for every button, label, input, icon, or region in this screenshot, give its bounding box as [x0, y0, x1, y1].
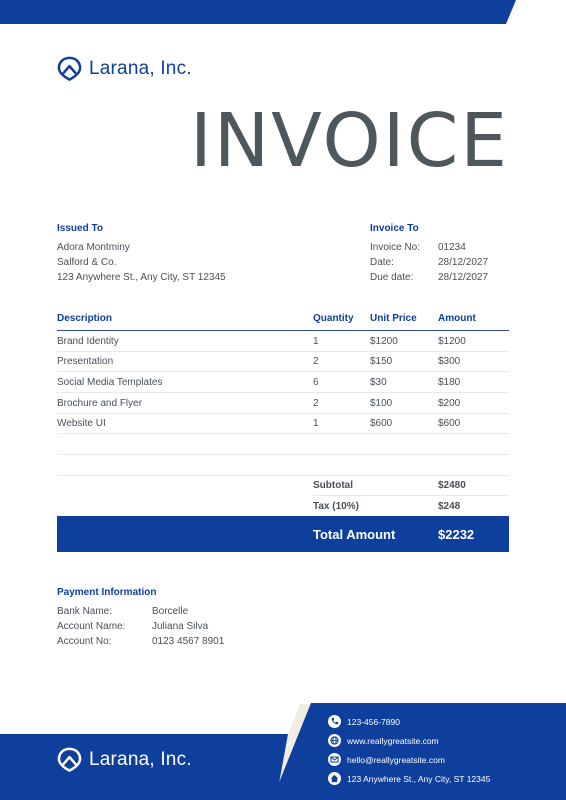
row-unit-price: $30 [370, 377, 387, 388]
top-decorative-band [0, 0, 566, 24]
phone-icon [328, 715, 341, 728]
row-description: Brand Identity [57, 336, 119, 347]
row-divider [57, 392, 509, 393]
bank-name-value: Borcelle [152, 606, 189, 617]
due-date-label: Due date: [370, 272, 414, 283]
brand-header [57, 56, 192, 81]
account-name-value: Juliana Silva [152, 621, 209, 632]
brand-name: Larana, Inc. [89, 748, 192, 770]
contact-email[interactable] [328, 753, 445, 766]
row-quantity: 2 [313, 398, 319, 409]
row-unit-price: $600 [370, 418, 393, 429]
row-unit-price: $150 [370, 356, 393, 367]
invoice-number-label: Invoice No: [370, 242, 421, 253]
row-description: Brochure and Flyer [57, 398, 143, 409]
document-title: INVOICE [190, 98, 509, 184]
row-amount: $600 [438, 418, 461, 429]
subtotal-value: $2480 [438, 480, 466, 491]
total-amount-label: Total Amount [313, 527, 396, 542]
globe-icon [328, 734, 341, 747]
tax-label: Tax (10%) [313, 501, 359, 512]
row-unit-price: $100 [370, 398, 393, 409]
invoice-date-value: 28/12/2027 [438, 257, 489, 268]
tax-value: $248 [438, 501, 461, 512]
row-quantity: 2 [313, 356, 319, 367]
row-unit-price: $1200 [370, 336, 398, 347]
total-amount-bar [57, 516, 509, 552]
client-address: 123 Anywhere St., Any City, ST 12345 [57, 272, 226, 283]
contact-website-link[interactable]: www.reallygreatsite.com [347, 735, 439, 746]
table-header-description: Description [57, 313, 113, 324]
row-amount: $1200 [438, 336, 466, 347]
table-header-unit-price: Unit Price [370, 313, 417, 324]
table-header-divider [57, 330, 509, 331]
house-pin-logo-icon [57, 56, 82, 81]
row-description: Social Media Templates [57, 377, 163, 388]
payment-info-heading: Payment Information [57, 587, 157, 598]
row-description: Website UI [57, 418, 106, 429]
table-header-quantity: Quantity [313, 313, 354, 324]
row-quantity: 1 [313, 336, 319, 347]
account-number-label: Account No: [57, 636, 112, 647]
account-number-value: 0123 4567 8901 [152, 636, 225, 647]
client-company: Salford & Co. [57, 257, 117, 268]
bank-name-label: Bank Name: [57, 606, 113, 617]
contact-website[interactable] [328, 734, 439, 747]
row-amount: $200 [438, 398, 461, 409]
row-divider [57, 371, 509, 372]
account-name-label: Account Name: [57, 621, 126, 632]
subtotal-label: Subtotal [313, 480, 353, 491]
row-divider [57, 475, 509, 476]
contact-address [328, 772, 490, 785]
contact-phone [328, 715, 400, 728]
brand-name: Larana, Inc. [89, 57, 192, 79]
invoice-number-value: 01234 [438, 242, 466, 253]
contact-phone-text: 123-456-7890 [347, 716, 400, 727]
mail-icon [328, 753, 341, 766]
row-quantity: 6 [313, 377, 319, 388]
invoice-to-heading: Invoice To [370, 223, 419, 234]
row-divider [57, 413, 509, 414]
home-icon [328, 772, 341, 785]
row-amount: $300 [438, 356, 461, 367]
brand-footer [57, 747, 192, 772]
issued-to-heading: Issued To [57, 223, 103, 234]
house-pin-logo-icon [57, 747, 82, 772]
invoice-date-label: Date: [370, 257, 394, 268]
contact-address-text: 123 Anywhere St., Any City, ST 12345 [347, 773, 491, 784]
row-divider [57, 433, 509, 434]
client-name: Adora Montminy [57, 242, 130, 253]
total-amount-value: $2232 [438, 527, 475, 542]
row-divider [57, 454, 509, 455]
table-header-amount: Amount [438, 313, 476, 324]
row-divider [57, 351, 509, 352]
contact-email-link[interactable]: hello@reallygreatsite.com [347, 754, 445, 765]
due-date-value: 28/12/2027 [438, 272, 489, 283]
summary-divider [313, 495, 509, 496]
row-amount: $180 [438, 377, 461, 388]
row-description: Presentation [57, 356, 114, 367]
row-quantity: 1 [313, 418, 319, 429]
